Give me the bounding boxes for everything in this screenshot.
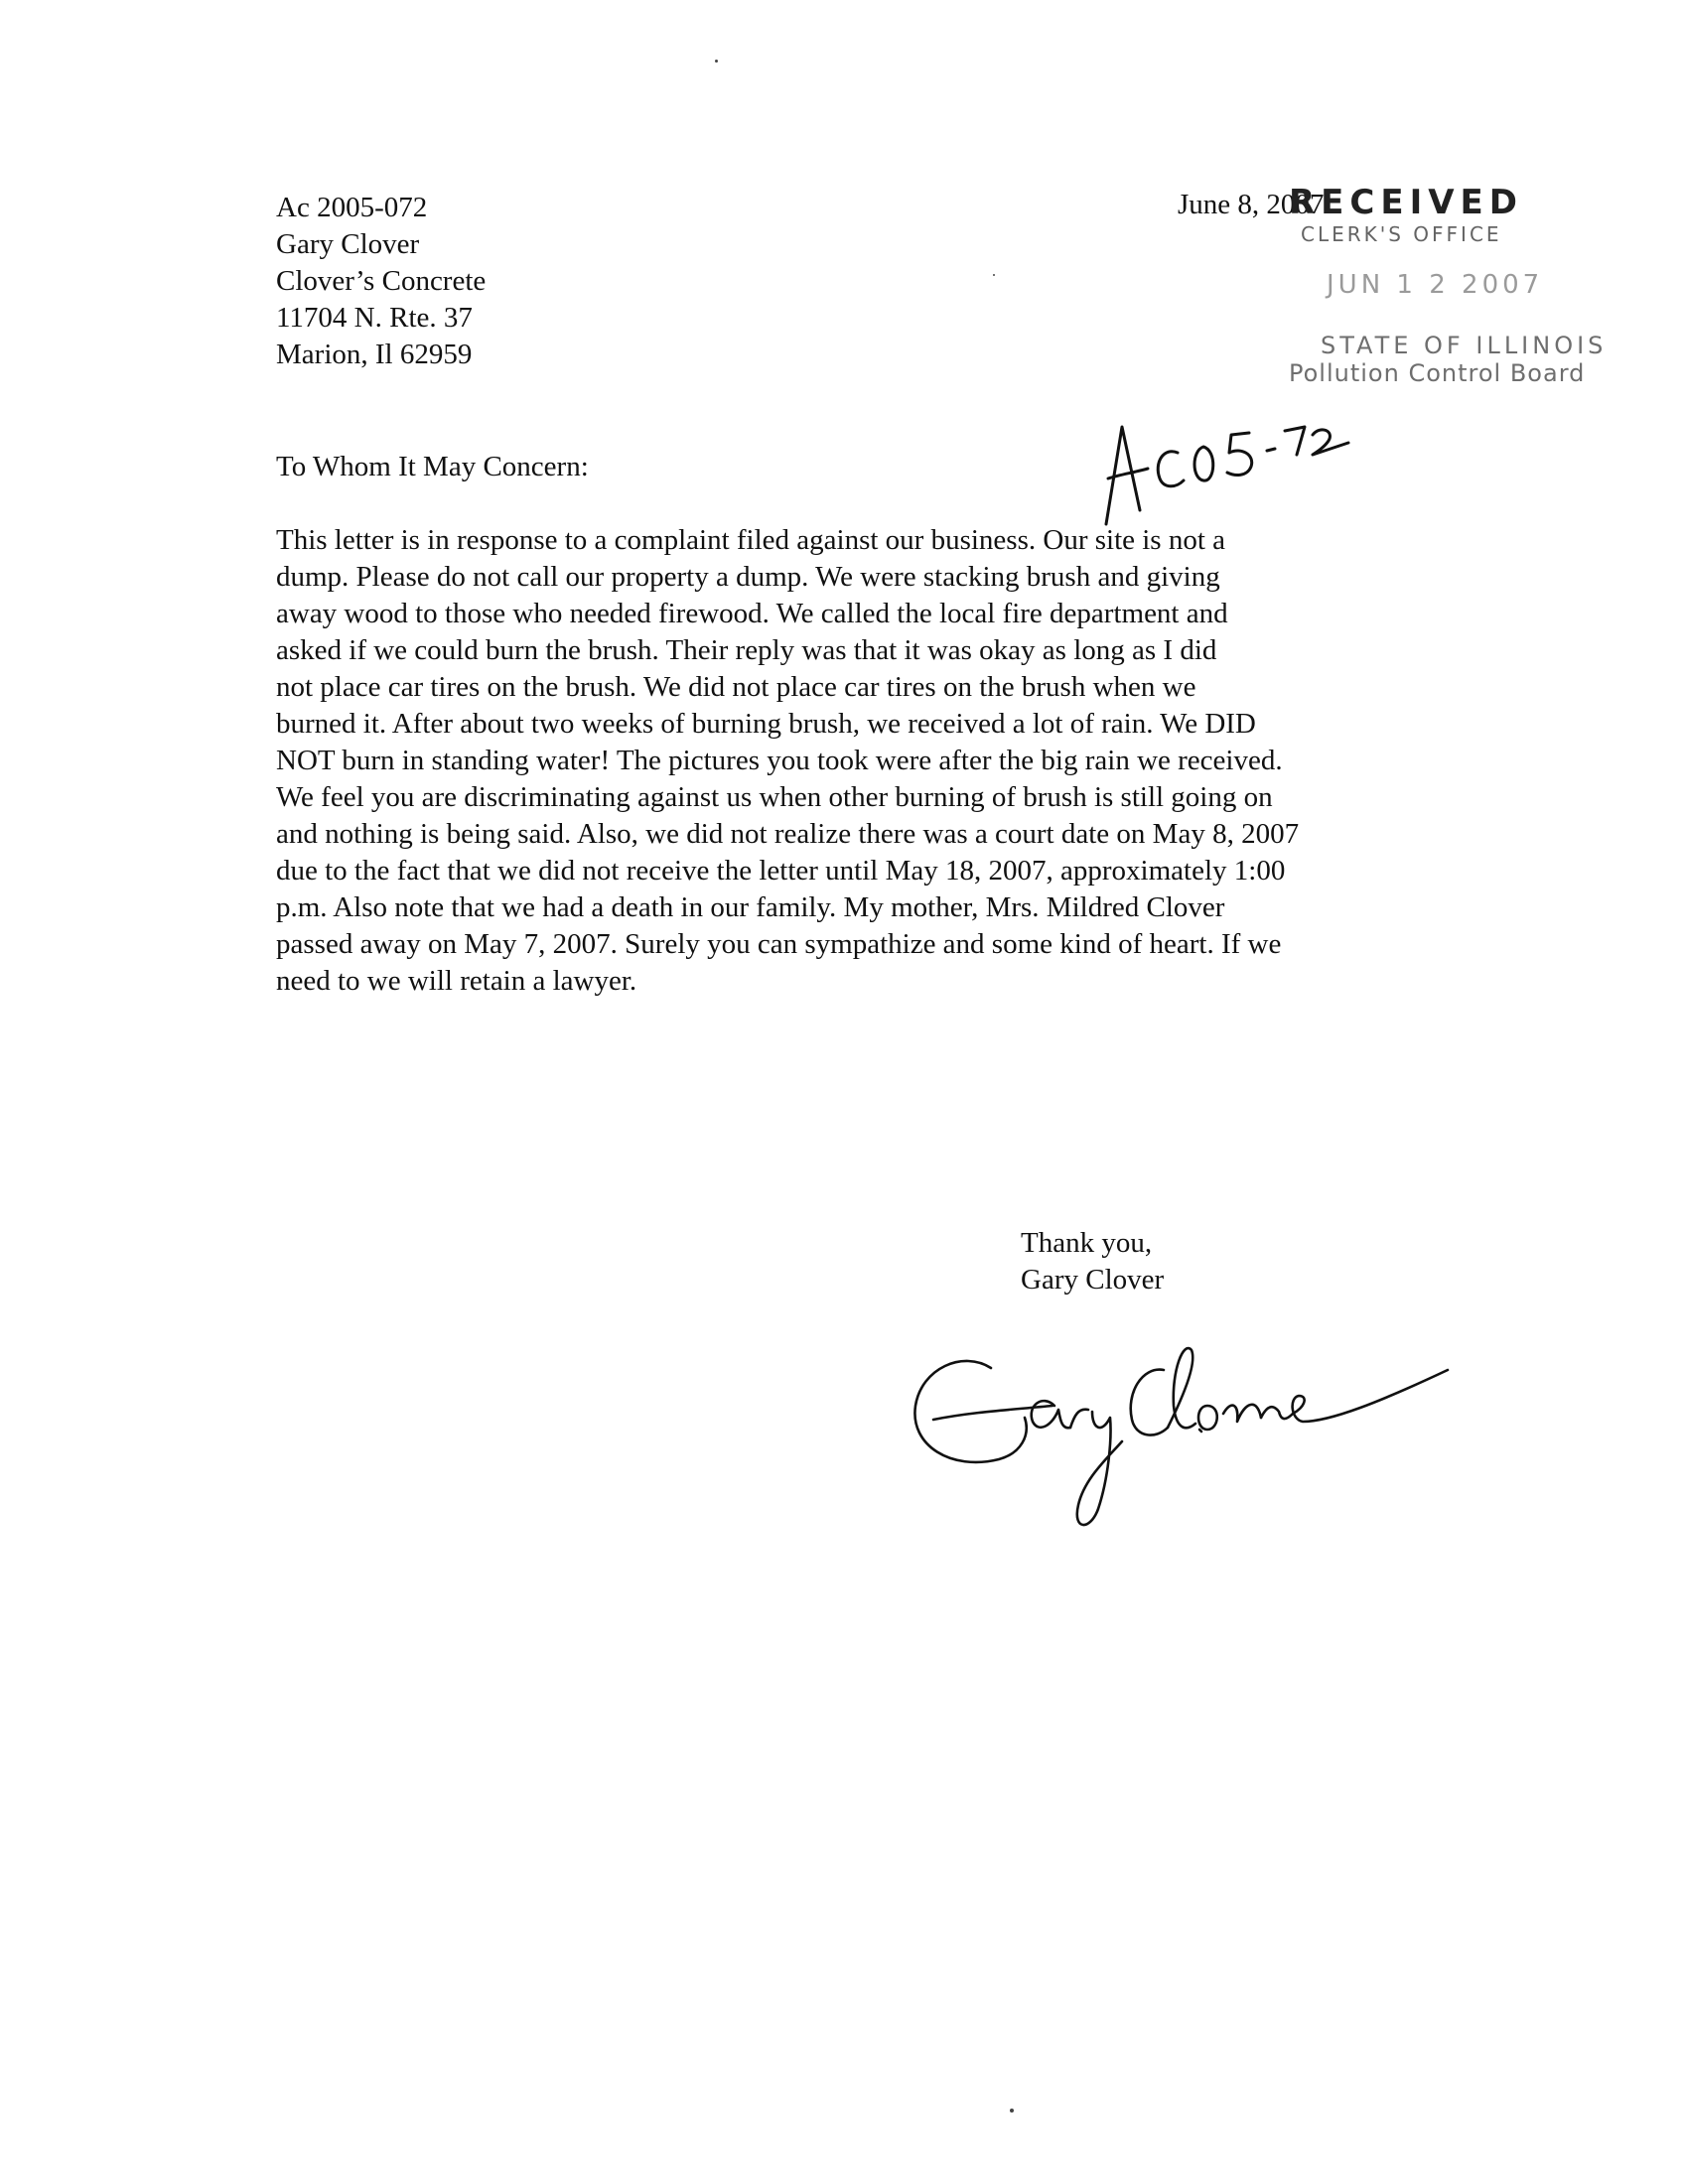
stamp-date-text: JUN 1 2 2007 — [1327, 270, 1544, 300]
letter-date: June 8, 2007 — [1178, 189, 1325, 220]
closing-block — [1021, 1225, 1164, 1298]
body-line: We feel you are discriminating against us when other burning of brush is still going on — [276, 781, 1273, 813]
scan-speck — [1010, 2109, 1014, 2113]
salutation: To Whom It May Concern: — [276, 451, 589, 482]
case-number: Ac 2005-072 — [276, 192, 428, 223]
scan-speck — [715, 60, 718, 63]
stamp-office-text: CLERK'S OFFICE — [1301, 222, 1502, 246]
sender-address-block — [276, 190, 486, 373]
body-line: not place car tires on the brush. We did not place car tires on the brush when we — [276, 671, 1196, 703]
body-line: away wood to those who needed firewood. We called the local fire department and — [276, 598, 1228, 629]
body-line: burned it. After about two weeks of burning brush, we received a lot of rain. We DID — [276, 708, 1256, 740]
body-line: p.m. Also note that we had a death in our family. My mother, Mrs. Mildred Clover — [276, 891, 1225, 923]
letter-body — [276, 522, 1497, 1000]
scan-speck — [993, 274, 995, 276]
sender-name: Gary Clover — [276, 228, 420, 260]
body-line: NOT burn in standing water! The pictures you took were after the big rain we received. — [276, 745, 1283, 776]
sender-city: Marion, Il 62959 — [276, 339, 473, 370]
sender-street: 11704 N. Rte. 37 — [276, 302, 473, 334]
body-line: dump. Please do not call our property a dump. We were stacking brush and giving — [276, 561, 1220, 593]
closing-name: Gary Clover — [1021, 1264, 1165, 1296]
stamp-received-text: RECEIVED — [1289, 183, 1523, 222]
body-line: passed away on May 7, 2007. Surely you can sympathize and some kind of heart. If we — [276, 928, 1282, 960]
body-line: asked if we could burn the brush. Their reply was that it was okay as long as I did — [276, 634, 1217, 666]
body-line: and nothing is being said. Also, we did not realize there was a court date on May 8, 2007 — [276, 818, 1300, 850]
body-line: This letter is in response to a complaint filed against our business. Our site is not a — [276, 524, 1226, 556]
sender-company: Clover’s Concrete — [276, 265, 487, 297]
valediction: Thank you, — [1021, 1227, 1153, 1259]
stamp-board-text: Pollution Control Board — [1289, 359, 1586, 387]
handwritten-case-note — [1100, 407, 1358, 536]
stamp-state-text: STATE OF ILLINOIS — [1321, 332, 1608, 359]
body-line: due to the fact that we did not receive the letter until May 18, 2007, approximately 1:00 — [276, 855, 1286, 887]
body-line: need to we will retain a lawyer. — [276, 965, 637, 997]
handwritten-signature — [904, 1310, 1460, 1539]
received-stamp — [1289, 183, 1608, 401]
